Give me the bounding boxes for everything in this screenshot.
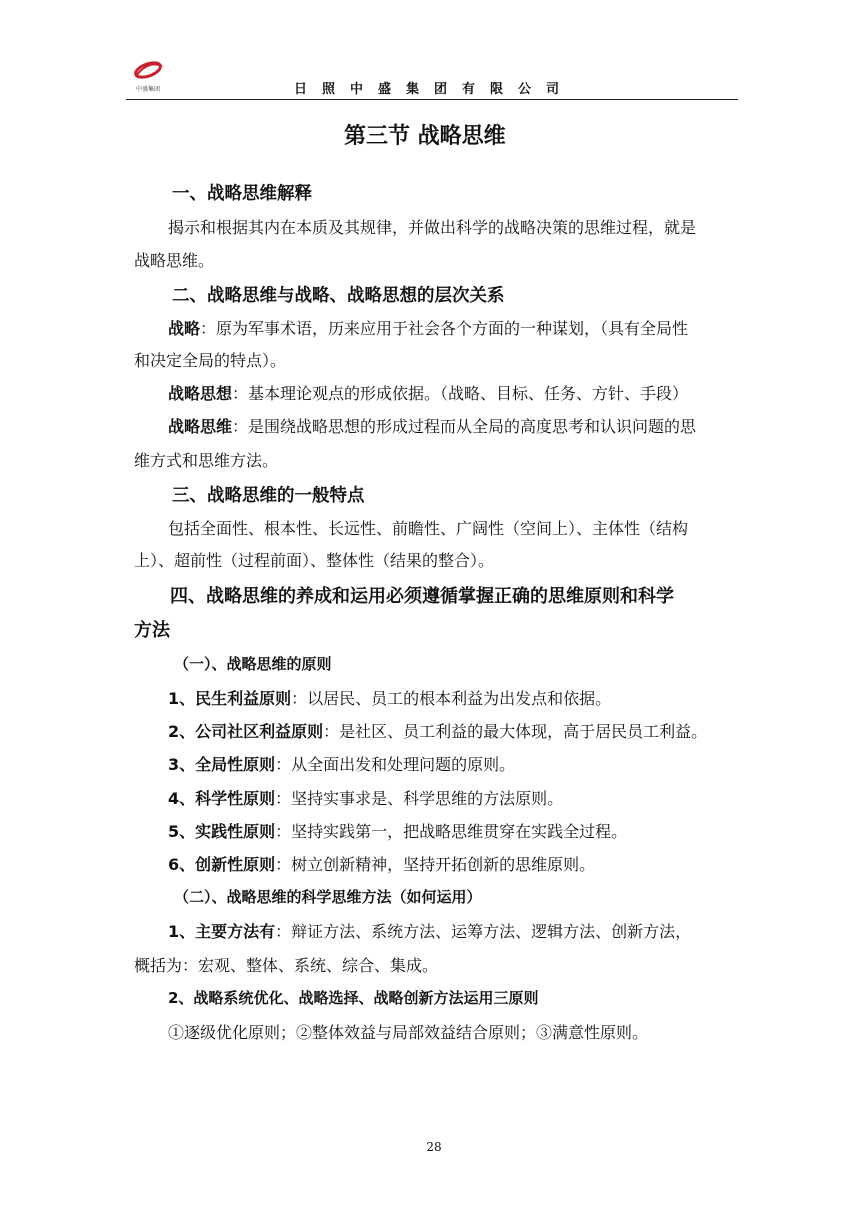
three-principles-list: ①逐级优化原则；②整体效益与局部效益结合原则；③满意性原则。 — [168, 1023, 649, 1042]
methods-line-1: 1、主要方法有：辩证方法、系统方法、运筹方法、逻辑方法、创新方法， — [168, 922, 692, 941]
section-1-line-2: 战略思维。 — [134, 251, 215, 270]
section-3-line-2: 上）、超前性（过程前面）、整体性（结果的整合）。 — [134, 551, 495, 570]
header-divider — [126, 99, 738, 100]
principle-item: 3、全局性原则：从全面出发和处理问题的原则。 — [168, 755, 516, 774]
company-name: 日照中盛集团有限公司 — [293, 82, 574, 97]
principle-item: 1、民生利益原则：以居民、员工的根本利益为出发点和依据。 — [168, 689, 612, 708]
section-4-heading-line-2: 方法 — [134, 620, 170, 641]
logo-caption: 中盛集团 — [135, 86, 160, 93]
strategy-definition-line-1: 战略：原为军事术语，历来应用于社会各个方面的一种谋划，（具有全局性 — [168, 319, 689, 338]
section-1-line-1: 揭示和根据其内在本质及其规律，并做出科学的战略决策的思维过程，就是 — [168, 218, 697, 237]
methods-subheading: （二）、战略思维的科学思维方法（如何运用） — [174, 888, 482, 906]
section-3-heading: 三、战略思维的一般特点 — [172, 486, 365, 506]
strategy-term: 战略 — [168, 319, 201, 338]
three-principles-heading: 2、战略系统优化、战略选择、战略创新方法运用三原则 — [168, 989, 539, 1007]
section-2-heading: 二、战略思维与战略、战略思想的层次关系 — [172, 286, 505, 306]
section-4-heading-line-1: 四、战略思维的养成和运用必须遵循掌握正确的思维原则和科学 — [170, 586, 674, 607]
principle-item: 6、创新性原则：树立创新精神，坚持开拓创新的思维原则。 — [168, 855, 596, 874]
strategy-definition-line-2: 和决定全局的特点）。 — [134, 351, 287, 370]
page-number: 28 — [426, 1140, 442, 1154]
section-1-heading: 一、战略思维解释 — [172, 184, 312, 204]
page-title: 第三节 战略思维 — [344, 124, 506, 149]
principle-item: 4、科学性原则：坚持实事求是、科学思维的方法原则。 — [168, 789, 564, 808]
strategic-thought-definition: 战略思想：基本理论观点的形成依据。（战略、目标、任务、方针、手段） — [168, 384, 689, 403]
principles-subheading: （一）、战略思维的原则 — [174, 655, 332, 673]
strategic-thinking-definition-line-1: 战略思维：是围绕战略思想的形成过程而从全局的高度思考和认识问题的思 — [168, 417, 697, 436]
strategic-thinking-term: 战略思维 — [168, 417, 233, 436]
strategic-thinking-definition-line-2: 维方式和思维方法。 — [134, 451, 279, 470]
strategic-thought-term: 战略思想 — [168, 384, 233, 403]
methods-line-2: 概括为：宏观、整体、系统、综合、集成。 — [134, 956, 439, 975]
principle-item: 2、公司社区利益原则：是社区、员工利益的最大体现，高于居民员工利益。 — [168, 722, 708, 741]
section-3-line-1: 包括全面性、根本性、长远性、前瞻性、广阔性（空间上）、主体性（结构 — [168, 519, 689, 538]
principle-item: 5、实践性原则：坚持实践第一，把战略思维贯穿在实践全过程。 — [168, 822, 628, 841]
